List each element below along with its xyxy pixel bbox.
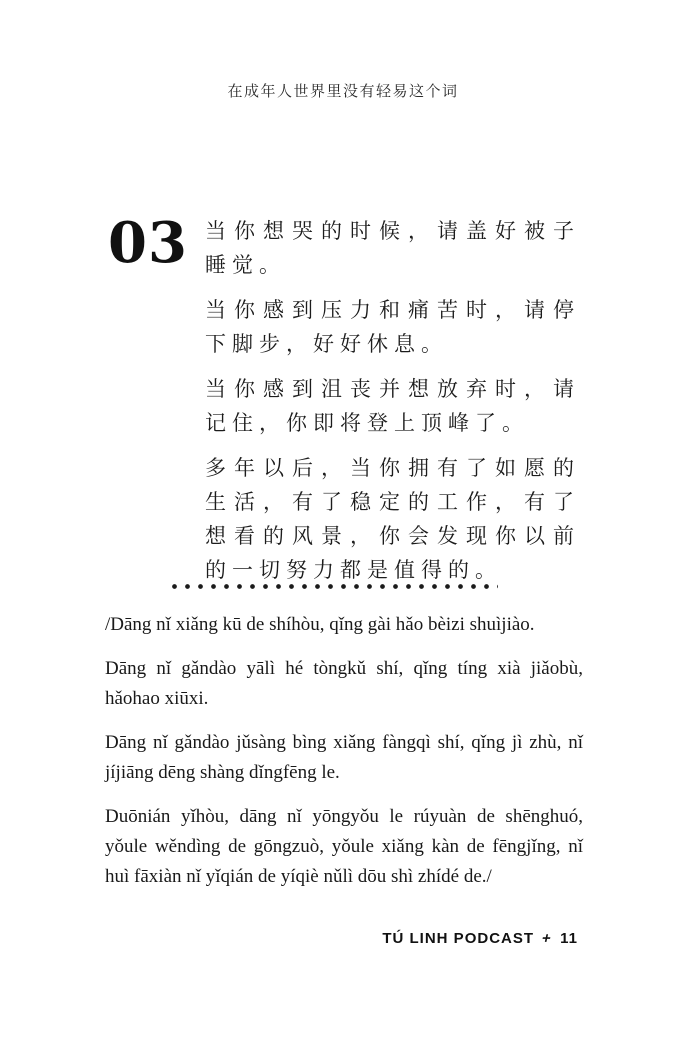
page-footer — [382, 930, 578, 947]
footer-brand: TÚ LINH PODCAST — [382, 930, 535, 947]
footer-separator-icon: + — [540, 930, 554, 947]
running-header: 在成年人世界里没有轻易这个词 — [227, 84, 459, 100]
pinyin-paragraph: Dāng nǐ gǎndào jǔsàng bìng xiǎng fàngqì shí, qǐng jì zhù, nǐ jíjiāng dēng shàng dǐngfēng le. — [105, 732, 583, 783]
chinese-paragraph: 当你想哭的时候，请盖好被子睡觉。 — [205, 219, 580, 277]
pinyin-paragraph: Duōnián yǐhòu, dāng nǐ yōngyǒu le rúyuàn de shēnghuó, yǒule wěndìng de gōngzuò, yǒule xiǎng kàn de fēngjǐng, nǐ huì fāxiàn nǐ yǐqián de yíqiè nǔlì dōu shì zhídé de./ — [105, 806, 583, 887]
chinese-paragraph: 当你感到沮丧并想放弃时，请记住，你即将登上顶峰了。 — [205, 377, 580, 435]
pinyin-text-block — [105, 610, 583, 892]
section-number: 03 — [108, 210, 188, 276]
pinyin-paragraph: /Dāng nǐ xiǎng kū de shíhòu, qǐng gài hǎo bèizi shuìjiào. — [105, 614, 535, 635]
chinese-paragraph: 多年以后，当你拥有了如愿的生活，有了稳定的工作，有了想看的风景，你会发现你以前的一切努力都是值得的。 — [205, 456, 580, 582]
section-row — [108, 210, 580, 587]
footer-page-number: 11 — [560, 930, 578, 947]
pinyin-paragraph: Dāng nǐ gǎndào yālì hé tòngkǔ shí, qǐng tíng xià jiǎobù, hǎohao xiūxi. — [105, 658, 583, 709]
dotted-divider — [171, 583, 498, 590]
chinese-paragraph: 当你感到压力和痛苦时，请停下脚步，好好休息。 — [205, 298, 580, 356]
chinese-text-block — [205, 214, 580, 587]
